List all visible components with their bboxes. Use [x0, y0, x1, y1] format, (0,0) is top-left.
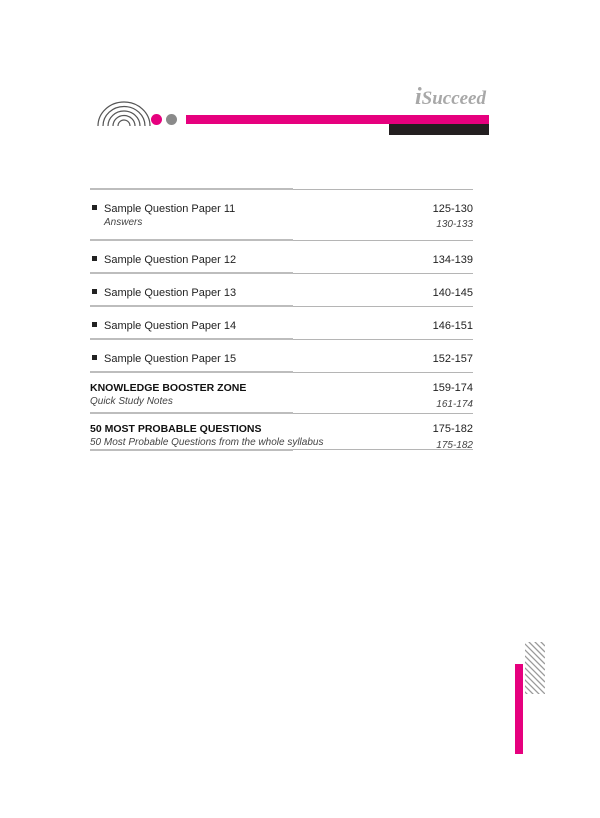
- toc-entry-paper: [90, 189, 473, 240]
- square-bullet-icon: [92, 256, 97, 261]
- toc-entry-paper: [90, 339, 473, 372]
- toc-entry-title-line: [92, 286, 236, 300]
- grey-dot: [166, 114, 177, 125]
- pink-dot: [151, 114, 162, 125]
- header-dark-bar: [389, 124, 489, 135]
- toc-entry-title: KNOWLEDGE BOOSTER ZONE: [90, 382, 247, 394]
- toc-entry-section: [90, 413, 473, 450]
- square-bullet-icon: [92, 355, 97, 360]
- square-bullet-icon: [92, 289, 97, 294]
- toc-entry-pages: 159-174: [432, 382, 473, 394]
- toc-entry-subtitle: Quick Study Notes: [90, 396, 173, 407]
- toc-entry-pages: 152-157: [432, 353, 473, 365]
- toc-entry-paper: [90, 306, 473, 339]
- toc-entry-title: Sample Question Paper 11: [104, 203, 236, 215]
- toc-entry-subtitle: Answers: [104, 217, 143, 228]
- toc-entry-pages: 146-151: [432, 320, 473, 332]
- toc-entry-title: Sample Question Paper 15: [104, 353, 237, 365]
- rainbow-arcs-icon: [96, 100, 152, 128]
- toc-entry-title: Sample Question Paper 14: [104, 320, 237, 332]
- toc-entry-title-line: [90, 422, 323, 436]
- toc-entry-title: Sample Question Paper 12: [104, 254, 237, 266]
- toc-entry-pages: 134-139: [432, 254, 473, 266]
- table-of-contents: [90, 189, 473, 450]
- hatch-pattern: [525, 642, 545, 694]
- brand-logo-text: Succeed: [421, 88, 486, 109]
- header-pink-bar: [186, 115, 489, 124]
- toc-entry-title-line: [90, 381, 246, 395]
- toc-entry-title-line: [92, 319, 236, 333]
- toc-entry-sub-pages: 161-174: [436, 399, 473, 410]
- toc-entry-title: 50 MOST PROBABLE QUESTIONS: [90, 423, 262, 435]
- toc-entry-paper: [90, 240, 473, 273]
- toc-entry-sub-pages: 130-133: [436, 219, 473, 230]
- brand-logo-i: i: [414, 84, 422, 110]
- toc-entry-pages: 125-130: [432, 203, 473, 215]
- toc-entry-pages: 140-145: [432, 287, 473, 299]
- side-pink-bar: [515, 664, 523, 754]
- square-bullet-icon: [92, 205, 97, 210]
- toc-entry-subtitle: 50 Most Probable Questions from the whole syllabus: [90, 437, 324, 448]
- toc-entry-pages: 175-182: [432, 423, 473, 435]
- toc-entry-paper: [90, 273, 473, 306]
- toc-entry-title-line: [92, 253, 236, 267]
- square-bullet-icon: [92, 322, 97, 327]
- toc-entry-title-line: [92, 352, 236, 366]
- toc-entry-section: [90, 372, 473, 413]
- toc-entry-title-line: [92, 202, 235, 216]
- toc-entry-sub-pages: 175-182: [436, 440, 473, 451]
- brand-logo: [415, 84, 486, 111]
- toc-entry-title: Sample Question Paper 13: [104, 287, 237, 299]
